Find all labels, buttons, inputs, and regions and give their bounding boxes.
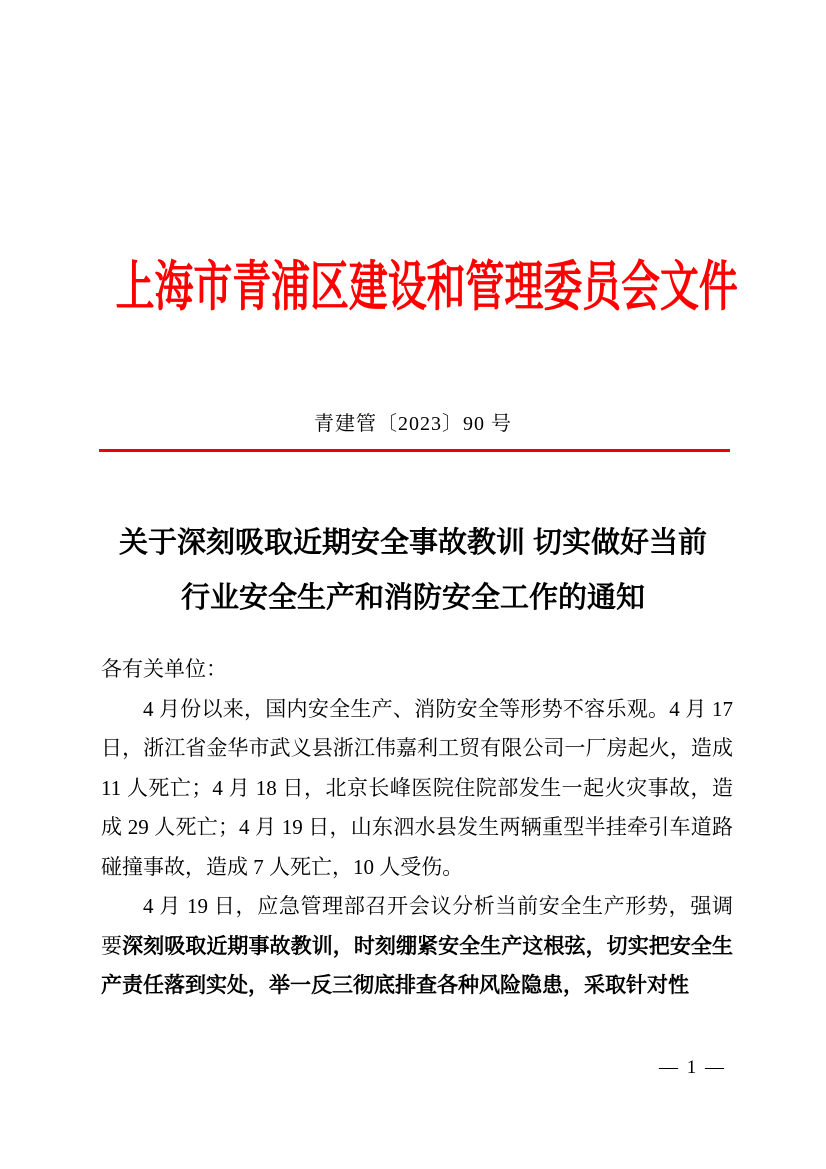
document-body [101,650,733,1006]
text-segment: 4 月份以来，国内安全生产、消防安全等形势不容乐观。4 月 17 日，浙江省金华市武义县浙江伟嘉利工贸有限公司一厂房起火，造成 11 人死亡；4 月 18 日，北京长峰医院住院部发生一起火灾事故，造成 29 人死亡；4 月 19 日，山东泗水县发生两辆重型半挂牵引车道路碰撞事故，造成 7 人死亡，10 人受伤。 [101,696,733,879]
text-segment: 深刻吸取近期事故教训，时刻绷紧安全生产这根弦，切实把安全生产责任落到实处，举一反三彻底排查各种风险隐患，采取针对性 [101,933,734,997]
body-paragraph [101,887,733,1006]
document-number: 青建管〔2023〕90 号 [314,413,512,435]
body-paragraph [101,690,733,888]
salutation: 各有关单位： [101,657,227,681]
page-number: — 1 — [659,1057,726,1078]
red-divider-line [99,449,730,452]
red-header-title: 上海市青浦区建设和管理委员会文件 [115,257,738,317]
notice-title-line2: 行业安全生产和消防安全工作的通知 [180,582,645,614]
notice-title [0,516,826,626]
text-segment: 4 月 19 日，应急管理部召开会议分析当前安全生产形势，强调要 [101,894,733,958]
notice-title-line1: 关于深刻吸取近期安全事故教训 切实做好当前 [118,527,708,559]
